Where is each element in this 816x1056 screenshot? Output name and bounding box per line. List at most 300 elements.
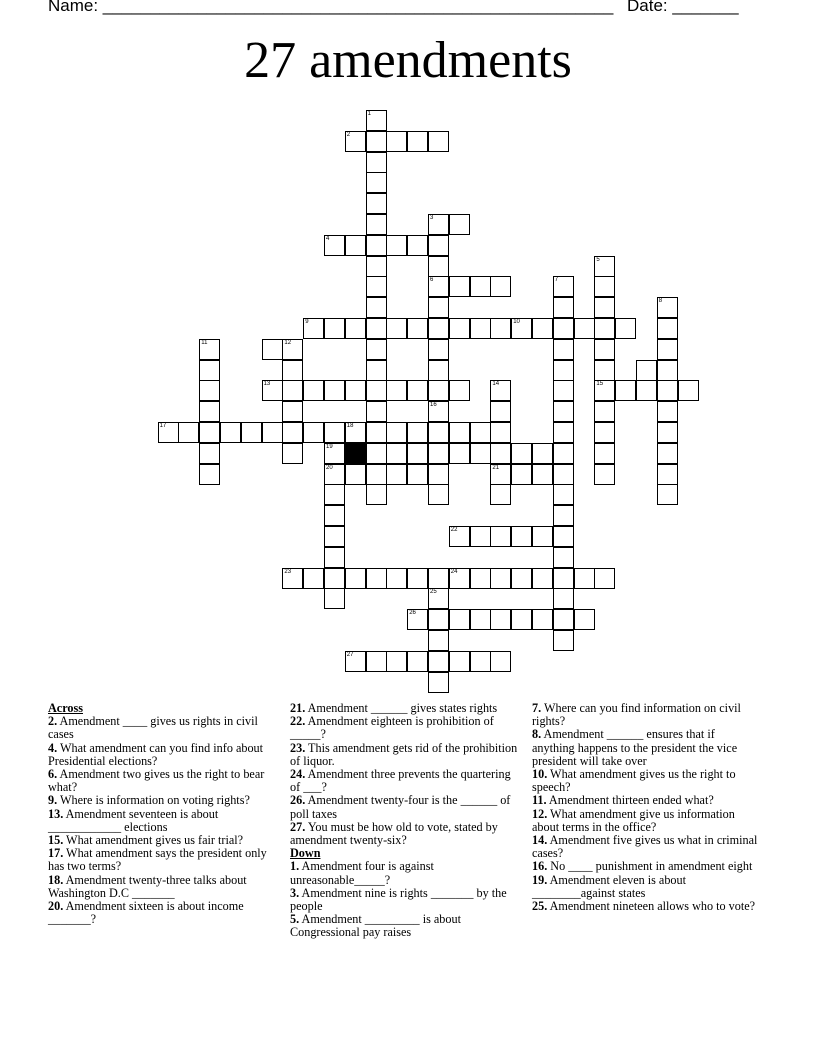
grid-cell[interactable] <box>532 464 553 485</box>
grid-cell[interactable] <box>366 360 387 381</box>
grid-cell[interactable] <box>594 401 615 422</box>
grid-cell[interactable] <box>553 547 574 568</box>
grid-cell[interactable] <box>366 651 387 672</box>
grid-cell[interactable] <box>282 339 303 360</box>
clue-item-text: Where can you find information on civil rights? <box>532 701 741 729</box>
clue-item-text: Where is information on voting rights? <box>57 793 250 808</box>
grid-cell[interactable] <box>553 568 574 589</box>
grid-cell[interactable] <box>345 568 366 589</box>
grid-cell[interactable] <box>511 526 532 547</box>
clue-item-number: 8. <box>532 727 542 742</box>
grid-cell[interactable] <box>366 422 387 443</box>
grid-cell[interactable] <box>178 422 199 443</box>
grid-cell[interactable] <box>657 380 678 401</box>
clue-item-text: Amendment sixteen is about income _______? <box>48 899 244 927</box>
grid-cell[interactable] <box>199 422 220 443</box>
clue-number: 22 <box>450 527 458 533</box>
grid-cell[interactable] <box>470 276 491 297</box>
grid-cell[interactable] <box>407 443 428 464</box>
grid-cell[interactable] <box>449 318 470 339</box>
clue-item <box>290 887 518 913</box>
grid-cell[interactable] <box>303 380 324 401</box>
grid-cell[interactable] <box>615 318 636 339</box>
grid-cell[interactable] <box>657 360 678 381</box>
clue-number: 14 <box>492 381 500 388</box>
grid-cell[interactable] <box>490 609 511 630</box>
grid-cell[interactable] <box>490 318 511 339</box>
grid-cell[interactable] <box>594 360 615 381</box>
grid-cell[interactable] <box>449 380 470 401</box>
clue-number: 10 <box>513 319 520 325</box>
grid-cell[interactable] <box>532 318 553 339</box>
grid-cell[interactable] <box>594 276 615 297</box>
clue-item-number: 6. <box>48 767 58 782</box>
clue-number: 21 <box>492 464 500 471</box>
grid-cell[interactable] <box>324 443 345 464</box>
grid-cell[interactable] <box>407 235 428 256</box>
grid-cell[interactable] <box>428 256 449 277</box>
grid-cell[interactable] <box>345 380 366 401</box>
grid-cell[interactable] <box>490 484 511 505</box>
clue-item-text: What amendment says the president only has two terms? <box>48 846 267 874</box>
grid-cell[interactable] <box>324 505 345 526</box>
grid-cell[interactable] <box>428 297 449 318</box>
grid-cell[interactable] <box>303 422 324 443</box>
grid-cell[interactable] <box>199 464 220 485</box>
grid-cell[interactable] <box>470 651 491 672</box>
clue-item <box>290 794 518 820</box>
clue-item-number: 19. <box>532 872 548 887</box>
clue-number: 4 <box>326 235 330 242</box>
grid-cell[interactable] <box>386 380 407 401</box>
grid-cell[interactable] <box>532 609 553 630</box>
clue-number: 16 <box>430 402 437 409</box>
grid-cell[interactable] <box>428 360 449 381</box>
grid-cell[interactable] <box>366 568 387 589</box>
clue-item <box>532 702 760 728</box>
clue-item-number: 15. <box>48 833 64 848</box>
grid-cell[interactable] <box>386 443 407 464</box>
grid-cell[interactable] <box>366 464 387 485</box>
grid-cell[interactable] <box>428 588 449 609</box>
clue-number: 2 <box>346 131 351 138</box>
grid-cell[interactable] <box>324 318 345 339</box>
grid-cell[interactable] <box>470 443 491 464</box>
clue-column-2 <box>290 702 518 940</box>
clue-item <box>290 715 518 741</box>
grid-cell[interactable] <box>657 401 678 422</box>
grid-cell[interactable] <box>470 526 491 547</box>
grid-cell[interactable] <box>657 443 678 464</box>
grid-cell[interactable] <box>636 380 657 401</box>
grid-cell[interactable] <box>553 505 574 526</box>
grid-cell[interactable] <box>428 401 449 422</box>
grid-cell[interactable] <box>428 672 449 693</box>
clue-item-number: 18. <box>48 872 64 887</box>
grid-cell[interactable] <box>386 422 407 443</box>
grid-cell[interactable] <box>449 443 470 464</box>
clue-item <box>532 768 760 794</box>
grid-cell[interactable] <box>407 131 428 152</box>
grid-cell[interactable] <box>282 401 303 422</box>
clue-item-number: 11. <box>532 793 547 808</box>
clue-item-number: 2. <box>48 714 58 729</box>
grid-cell[interactable] <box>449 422 470 443</box>
grid-cell[interactable] <box>199 339 220 360</box>
grid-cell[interactable] <box>594 318 615 339</box>
date-field[interactable]: Date: _______ <box>627 0 739 15</box>
grid-cell[interactable] <box>366 193 387 214</box>
clue-number: 27 <box>346 651 354 658</box>
grid-cell[interactable] <box>553 360 574 381</box>
grid-cell[interactable] <box>657 339 678 360</box>
grid-cell[interactable] <box>657 464 678 485</box>
grid-cell[interactable] <box>553 339 574 360</box>
clue-item-number: 26. <box>290 793 306 808</box>
clue-number: 11 <box>201 339 208 346</box>
grid-cell[interactable] <box>594 339 615 360</box>
clue-item <box>532 874 760 900</box>
clue-item <box>532 728 760 768</box>
grid-cell[interactable] <box>428 235 449 256</box>
grid-cell[interactable] <box>324 588 345 609</box>
grid-cell[interactable] <box>407 380 428 401</box>
clue-item-text: Amendment _________ is about Congressional pay raises <box>290 912 461 940</box>
grid-cell[interactable] <box>366 297 387 318</box>
clue-item-text: Amendment twenty-three talks about Washington D.C _______ <box>48 872 247 900</box>
clue-item-text: What amendment can you find info about Presidential elections? <box>48 740 264 768</box>
grid-cell[interactable] <box>553 609 574 630</box>
grid-cell[interactable] <box>428 568 449 589</box>
grid-cell[interactable] <box>428 464 449 485</box>
grid-cell[interactable] <box>428 276 449 297</box>
clue-item-number: 12. <box>532 806 548 821</box>
grid-cell[interactable] <box>428 630 449 651</box>
clue-item-number: 16. <box>532 859 548 874</box>
clue-item-text: What amendment gives us the right to speech? <box>532 767 736 795</box>
clue-column-3 <box>532 702 760 913</box>
grid-cell[interactable] <box>490 276 511 297</box>
grid-cell[interactable] <box>428 318 449 339</box>
grid-cell[interactable] <box>449 609 470 630</box>
grid-cell[interactable] <box>366 276 387 297</box>
grid-cell[interactable] <box>366 256 387 277</box>
grid-cell[interactable] <box>490 443 511 464</box>
clue-item-number: 1. <box>290 859 300 874</box>
grid-cell[interactable] <box>532 526 553 547</box>
clue-item <box>48 874 276 900</box>
grid-cell[interactable] <box>511 568 532 589</box>
grid-cell[interactable] <box>199 443 220 464</box>
grid-cell[interactable] <box>324 235 345 256</box>
grid-cell[interactable] <box>366 152 387 173</box>
grid-cell[interactable] <box>386 235 407 256</box>
grid-cell[interactable] <box>657 297 678 318</box>
grid-cell[interactable] <box>490 464 511 485</box>
clue-item <box>48 715 276 741</box>
grid-cell[interactable] <box>553 630 574 651</box>
page-title: 27 amendments <box>244 32 572 89</box>
grid-cell[interactable] <box>220 422 241 443</box>
grid-cell[interactable] <box>366 172 387 193</box>
clue-item-text: What amendment gives us fair trial? <box>63 833 244 848</box>
clue-item-number: 27. <box>290 819 306 834</box>
grid-cell[interactable] <box>324 547 345 568</box>
grid-cell[interactable] <box>490 380 511 401</box>
clue-item-number: 21. <box>290 701 306 715</box>
grid-cell[interactable] <box>532 568 553 589</box>
clue-item-number: 3. <box>290 885 300 900</box>
grid-cell[interactable] <box>615 380 636 401</box>
grid-cell[interactable] <box>262 380 283 401</box>
clue-item-text: Amendment nine is rights _______ by the people <box>290 885 507 914</box>
clue-number: 17 <box>159 423 167 429</box>
grid-cell[interactable] <box>657 484 678 505</box>
clue-number: 15 <box>596 381 604 388</box>
grid-cell[interactable] <box>553 401 574 422</box>
grid-cell[interactable] <box>282 568 303 589</box>
grid-cell[interactable] <box>574 318 595 339</box>
clue-item-text: Amendment five gives us what in criminal cases? <box>532 833 758 861</box>
grid-cell[interactable] <box>594 443 615 464</box>
grid-cell[interactable] <box>428 339 449 360</box>
grid-cell[interactable] <box>345 318 366 339</box>
section-heading: Across <box>48 701 83 715</box>
grid-cell[interactable] <box>428 422 449 443</box>
grid-cell[interactable] <box>303 318 324 339</box>
grid-cell[interactable] <box>386 568 407 589</box>
grid-cell[interactable] <box>532 443 553 464</box>
clue-item-number: 10. <box>532 767 548 782</box>
clue-item-text: Amendment eleven is about ________against states <box>532 872 687 900</box>
clue-number: 25 <box>430 589 437 596</box>
clue-item-number: 7. <box>532 701 542 715</box>
grid-cell[interactable] <box>553 318 574 339</box>
grid-cell[interactable] <box>366 339 387 360</box>
grid-cell[interactable] <box>324 422 345 443</box>
grid-cell[interactable] <box>511 443 532 464</box>
clue-item-text: Amendment thirteen ended what? <box>546 793 714 808</box>
grid-cell[interactable] <box>386 131 407 152</box>
grid-cell[interactable] <box>553 297 574 318</box>
clue-number: 8 <box>658 298 663 305</box>
clue-item-text: Amendment twenty-four is the ______ of poll taxes <box>290 793 511 821</box>
clue-number: 3 <box>430 215 434 221</box>
grid-cell[interactable] <box>449 651 470 672</box>
grid-cell[interactable] <box>324 526 345 547</box>
grid-cell[interactable] <box>511 318 532 339</box>
clue-number: 19 <box>326 443 333 450</box>
clue-item-text: You must be how old to vote, stated by amendment twenty-six? <box>290 819 498 848</box>
clue-item-number: 5. <box>290 912 300 927</box>
clue-item <box>290 742 518 768</box>
clue-number: 26 <box>409 610 416 617</box>
grid-cell[interactable] <box>470 422 491 443</box>
grid-cell[interactable] <box>199 401 220 422</box>
grid-cell[interactable] <box>282 443 303 464</box>
grid-cell[interactable] <box>490 401 511 422</box>
grid-cell[interactable] <box>428 131 449 152</box>
grid-cell[interactable] <box>241 422 262 443</box>
grid-cell[interactable] <box>366 235 387 256</box>
clue-item-text: Amendment ______ ensures that if anything happens to the president the vice president will take over <box>532 727 738 768</box>
clue-item <box>532 808 760 834</box>
grid-block <box>345 443 366 464</box>
grid-cell[interactable] <box>345 235 366 256</box>
clue-number: 24 <box>450 568 458 575</box>
grid-cell[interactable] <box>470 568 491 589</box>
grid-cell[interactable] <box>345 422 366 443</box>
grid-cell[interactable] <box>594 422 615 443</box>
clue-item-number: 14. <box>532 833 548 848</box>
clue-item-number: 13. <box>48 806 64 821</box>
grid-cell[interactable] <box>407 464 428 485</box>
grid-cell[interactable] <box>553 588 574 609</box>
grid-cell[interactable] <box>158 422 179 443</box>
clue-number: 6 <box>430 277 434 284</box>
grid-cell[interactable] <box>657 318 678 339</box>
clue-number: 18 <box>346 423 354 429</box>
grid-cell[interactable] <box>449 214 470 235</box>
clue-item-number: 9. <box>48 793 58 808</box>
grid-cell[interactable] <box>553 526 574 547</box>
grid-cell[interactable] <box>366 131 387 152</box>
grid-cell[interactable] <box>553 276 574 297</box>
grid-cell[interactable] <box>449 526 470 547</box>
grid-cell[interactable] <box>345 131 366 152</box>
grid-cell[interactable] <box>366 484 387 505</box>
clue-item <box>48 900 276 926</box>
clue-item-number: 22. <box>290 714 306 729</box>
grid-cell[interactable] <box>594 568 615 589</box>
clue-item <box>532 834 760 860</box>
grid-cell[interactable] <box>511 464 532 485</box>
grid-cell[interactable] <box>366 214 387 235</box>
grid-cell[interactable] <box>199 360 220 381</box>
clue-item-number: 24. <box>290 767 306 782</box>
grid-cell[interactable] <box>490 422 511 443</box>
clue-item-text: No ____ punishment in amendment eight <box>547 859 753 874</box>
grid-cell[interactable] <box>282 422 303 443</box>
grid-cell[interactable] <box>428 609 449 630</box>
grid-cell[interactable] <box>366 401 387 422</box>
grid-cell[interactable] <box>407 568 428 589</box>
clue-item-text: Amendment three prevents the quartering of ___? <box>290 767 511 795</box>
grid-cell[interactable] <box>407 318 428 339</box>
grid-cell[interactable] <box>386 651 407 672</box>
grid-cell[interactable] <box>366 318 387 339</box>
clue-item-number: 20. <box>48 899 64 914</box>
grid-cell[interactable] <box>574 568 595 589</box>
clue-item <box>48 742 276 768</box>
grid-cell[interactable] <box>470 318 491 339</box>
clue-item <box>290 913 518 939</box>
grid-cell[interactable] <box>428 214 449 235</box>
grid-cell[interactable] <box>553 443 574 464</box>
grid-cell[interactable] <box>553 380 574 401</box>
grid-cell[interactable] <box>324 380 345 401</box>
grid-cell[interactable] <box>678 380 699 401</box>
clue-item <box>290 860 518 886</box>
grid-cell[interactable] <box>449 568 470 589</box>
grid-cell[interactable] <box>657 422 678 443</box>
grid-cell[interactable] <box>324 464 345 485</box>
clue-item-text: Amendment four is against unreasonable_____? <box>290 859 434 887</box>
grid-cell[interactable] <box>407 609 428 630</box>
grid-cell[interactable] <box>324 568 345 589</box>
grid-cell[interactable] <box>553 464 574 485</box>
clue-item-number: 4. <box>48 740 58 755</box>
clue-item-text: Amendment ______ gives states rights <box>305 701 498 715</box>
name-field[interactable]: Name: ______________________________________________________ <box>48 0 614 15</box>
grid-cell[interactable] <box>262 339 283 360</box>
grid-cell[interactable] <box>428 651 449 672</box>
grid-cell[interactable] <box>282 380 303 401</box>
clue-item-number: 17. <box>48 846 64 861</box>
grid-cell[interactable] <box>345 464 366 485</box>
grid-cell[interactable] <box>594 380 615 401</box>
grid-cell[interactable] <box>574 609 595 630</box>
clue-number: 7 <box>554 277 559 284</box>
grid-cell[interactable] <box>386 318 407 339</box>
clue-item <box>290 768 518 794</box>
clue-item-number: 23. <box>290 740 306 755</box>
clue-item <box>532 900 760 913</box>
clue-item-text: Amendment two gives us the right to bear what? <box>48 767 265 795</box>
grid-cell[interactable] <box>553 422 574 443</box>
grid-cell[interactable] <box>553 484 574 505</box>
grid-cell[interactable] <box>366 380 387 401</box>
grid-cell[interactable] <box>636 360 657 381</box>
clue-number: 23 <box>284 568 292 575</box>
clue-number: 1 <box>367 111 371 117</box>
grid-cell[interactable] <box>594 297 615 318</box>
grid-cell[interactable] <box>511 609 532 630</box>
clue-number: 5 <box>596 256 600 263</box>
grid-cell[interactable] <box>282 360 303 381</box>
grid-cell[interactable] <box>490 651 511 672</box>
grid-cell[interactable] <box>262 422 283 443</box>
grid-cell[interactable] <box>594 256 615 277</box>
grid-cell[interactable] <box>428 484 449 505</box>
clue-item-text: Amendment ____ gives us rights in civil cases <box>48 714 258 742</box>
grid-cell[interactable] <box>490 526 511 547</box>
grid-cell[interactable] <box>366 443 387 464</box>
section-heading: Down <box>290 846 321 861</box>
clue-item <box>48 768 276 794</box>
clue-item <box>290 821 518 847</box>
grid-cell[interactable] <box>386 464 407 485</box>
grid-cell[interactable] <box>407 651 428 672</box>
clue-item-text: Amendment nineteen allows who to vote? <box>547 899 756 914</box>
grid-cell[interactable] <box>345 651 366 672</box>
grid-cell[interactable] <box>428 443 449 464</box>
grid-cell[interactable] <box>490 568 511 589</box>
grid-cell[interactable] <box>470 609 491 630</box>
grid-cell[interactable] <box>407 422 428 443</box>
grid-cell[interactable] <box>303 568 324 589</box>
grid-cell[interactable] <box>428 380 449 401</box>
clue-number: 12 <box>284 339 292 346</box>
clue-item-text: Amendment seventeen is about ____________ elections <box>48 806 219 834</box>
grid-cell[interactable] <box>449 276 470 297</box>
clue-item-text: Amendment eighteen is prohibition of _____? <box>290 714 494 742</box>
grid-cell[interactable] <box>324 484 345 505</box>
grid-cell[interactable] <box>594 464 615 485</box>
clue-number: 20 <box>326 464 333 471</box>
grid-cell[interactable] <box>199 380 220 401</box>
grid-cell[interactable] <box>366 110 387 131</box>
